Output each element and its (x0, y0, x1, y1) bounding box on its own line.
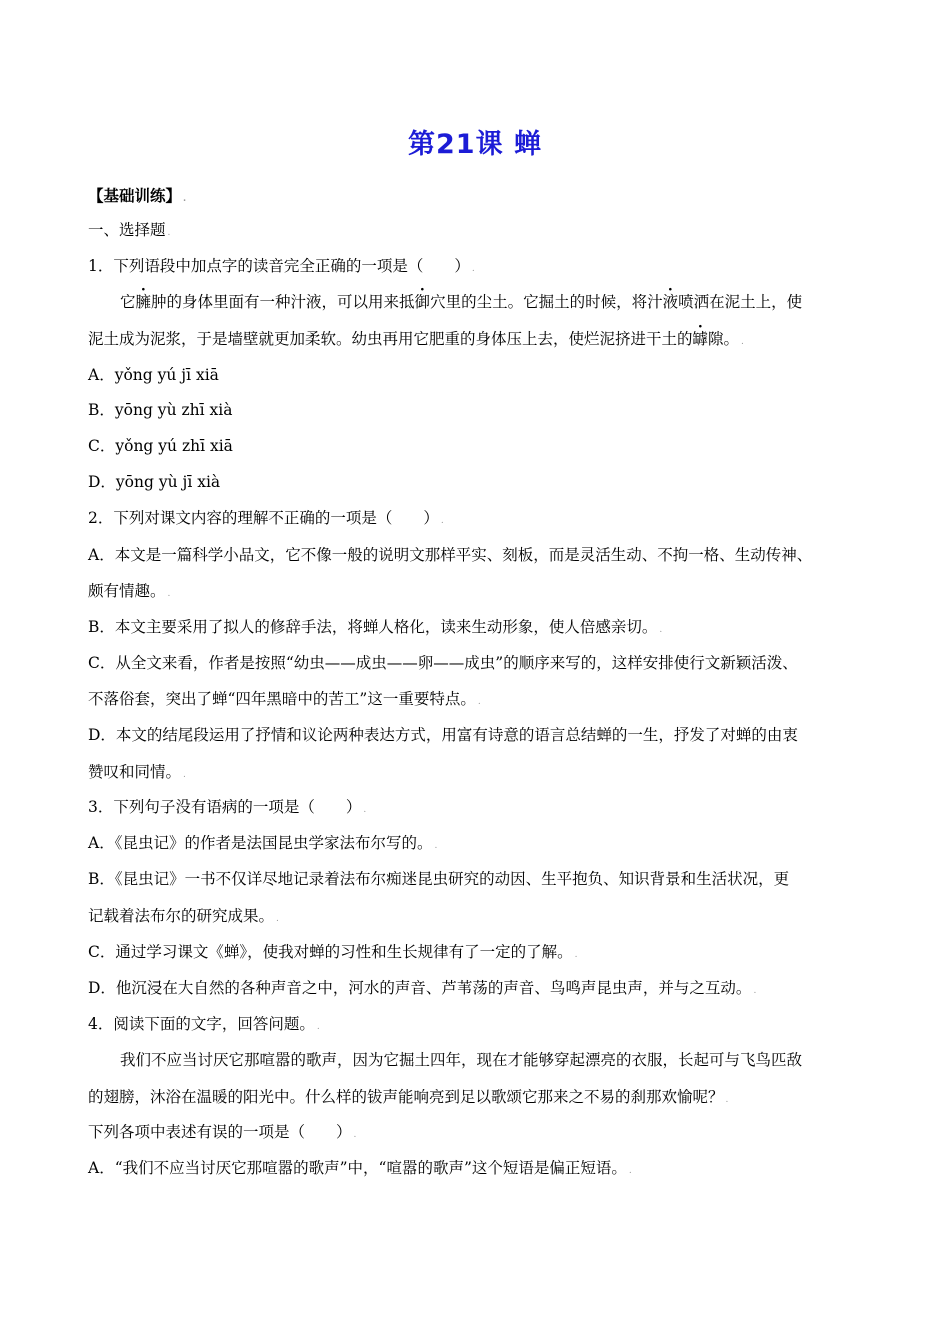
page-title: 第21课 蝉 (408, 129, 542, 160)
dotted-char: 臃 (135, 293, 152, 311)
q1-stem: 1．下列语段中加点字的读音完全正确的一项是（ ） . (88, 257, 475, 275)
q3-option-d: D．他沉浸在大自然的各种声音之中，河水的声音、芦苇荡的声音、鸟鸣声昆虫声，并与之互动。 . (88, 979, 757, 997)
dotted-char: 液 (662, 293, 679, 311)
q1-option-d: D．yōng yù jī xià (88, 473, 221, 491)
q3-stem: 3．下列句子没有语病的一项是（ ） . (88, 798, 367, 816)
dotted-char: 御 (414, 293, 431, 311)
q4-subquestion: 下列各项中表述有误的一项是（ ） . (88, 1123, 357, 1141)
q2-option-a-line2: 颇有情趣。 . (88, 582, 171, 600)
q2-option-d-line1: D．本文的结尾段运用了抒情和议论两种表达方式，用富有诗意的语言总结蝉的一生，抒发了对蝉的由衷 (88, 726, 798, 744)
q4-passage-line2: 的翅膀，沐浴在温暖的阳光中。什么样的钹声能响亮到足以歌颂它那来之不易的刹那欢愉呢？ . (88, 1088, 729, 1106)
q2-option-b: B．本文主要采用了拟人的修辞手法，将蝉人格化，读来生动形象，使人倍感亲切。 . (88, 618, 663, 636)
q4-stem: 4．阅读下面的文字，回答问题。 . (88, 1015, 320, 1033)
q3-option-a: A．《昆虫记》的作者是法国昆虫学家法布尔写的。 . (88, 834, 438, 852)
q3-option-c: C．通过学习课文《蝉》，使我对蝉的习性和生长规律有了一定的了解。 . (88, 943, 578, 961)
part-heading: 一、选择题 . (88, 221, 171, 239)
q2-option-d-line2: 赞叹和同情。 . (88, 763, 186, 781)
q2-option-c-line1: C．从全文来看，作者是按照“幼虫——成虫——卵——成虫”的顺序来写的，这样安排使行文新颖活泼、 (88, 654, 798, 672)
q1-option-c: C．yǒng yú zhī xiā (88, 437, 233, 455)
q3-option-b-line2: 记载着法布尔的研究成果。 . (88, 907, 279, 925)
q2-stem: 2．下列对课文内容的理解不正确的一项是（ ） . (88, 509, 444, 527)
q2-option-c-line2: 不落俗套，突出了蝉“四年黑暗中的苦工”这一重要特点。 . (88, 690, 481, 708)
q3-option-b-line1: B．《昆虫记》一书不仅详尽地记录着法布尔痴迷昆虫研究的动因、生平抱负、知识背景和生活状况，更 (88, 870, 790, 888)
q4-passage-line1: 我们不应当讨厌它那喧嚣的歌声，因为它掘土四年，现在才能够穿起漂亮的衣服，长起可与飞鸟匹敌 (120, 1051, 803, 1069)
q1-option-a: A．yǒng yú jī xiā (88, 366, 219, 384)
section-heading: 【基础训练】 . (88, 186, 187, 205)
dotted-char: 罅 (692, 330, 709, 348)
q1-option-b: B．yōng yù zhī xià (88, 401, 233, 419)
q1-passage-line1: 它臃肿的身体里面有一种汁液，可以用来抵御穴里的尘土。它掘土的时候，将汁液喷洒在泥土上，使 (120, 293, 803, 311)
q4-option-a: A．“我们不应当讨厌它那喧嚣的歌声”中，“喧嚣的歌声”这个短语是偏正短语。 . (88, 1159, 632, 1177)
q2-option-a-line1: A．本文是一篇科学小品文，它不像一般的说明文那样平实、刻板，而是灵活生动、不拘一格、生动传神、 (88, 546, 813, 564)
q1-passage-line2: 泥土成为泥浆，于是墙壁就更加柔软。幼虫再用它肥重的身体压上去，使烂泥挤进干土的罅隙。 . (88, 330, 744, 348)
